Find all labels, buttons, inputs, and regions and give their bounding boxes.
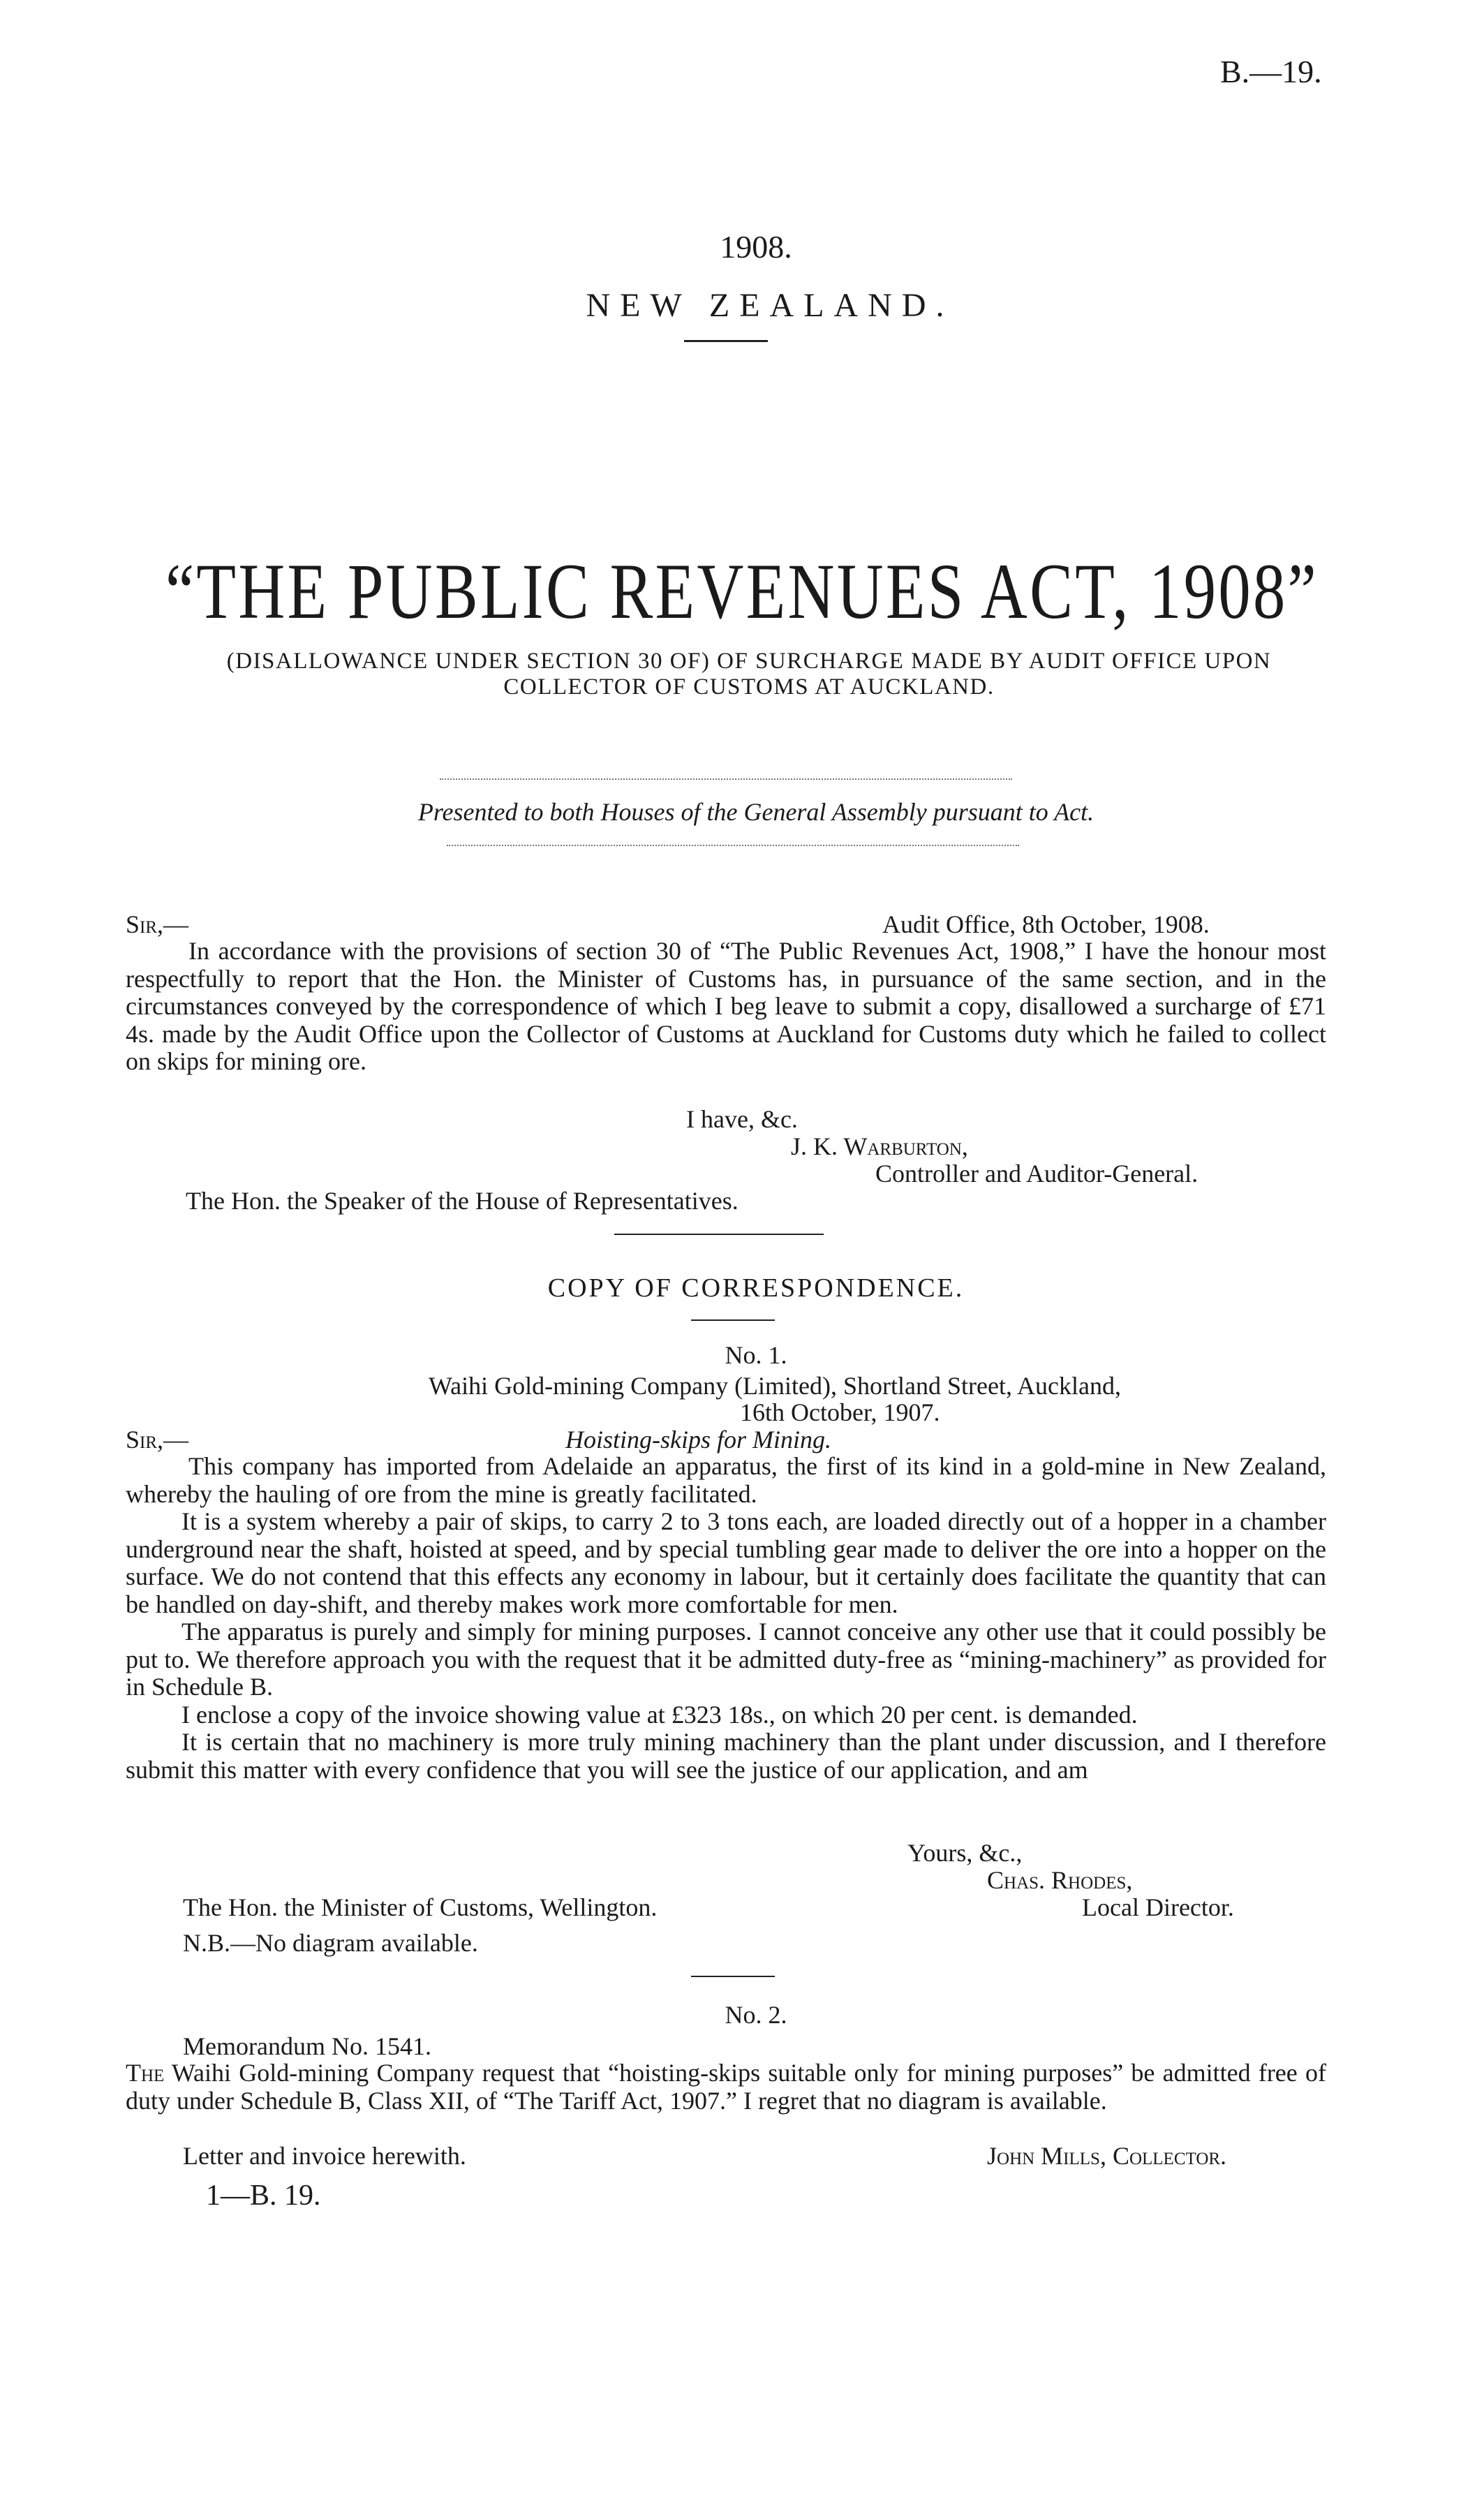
letter3-number: No. 2. [725,2001,787,2029]
subtitle-line-2: COLLECTOR OF CUSTOMS AT AUCKLAND. [503,674,995,700]
letter3-body [126,2059,1326,2115]
title-divider [684,340,768,342]
year: 1908. [720,229,792,265]
letter2-addressee: The Hon. the Minister of Customs, Wellington. [183,1893,658,1921]
letter2-subject: Hoisting-skips for Mining. [565,1426,832,1454]
letter2-closing: Yours, &c., [907,1839,1023,1867]
act-title: “THE PUBLIC REVENUES ACT, 1908” [165,548,1319,635]
letter1-body-text: In accordance with the provisions of section 30 of “The Public Revenues Act, 1908,” I have the honour most respectfully to report that the Hon. the Minister of Customs has, in pursuance of the same section, and in the circumstances conveyed by the correspondence of which I beg leave to submit a copy, disallowed a surcharge of £71 4s. made by the Audit Office upon the Collector of Customs at Auckland for Customs duty which he failed to collect on skips for mining ore. [126,937,1326,1075]
letter2-paragraph [126,1701,1326,1729]
letter1-addressee: The Hon. the Speaker of the House of Representatives. [186,1187,739,1215]
presented-bottom-dots [447,845,1019,846]
section-divider [614,1234,824,1235]
letter2-paragraph [126,1453,1326,1508]
letter3-memo: Memorandum No. 1541. [183,2032,431,2060]
letter2-signature: Chas. Rhodes, [987,1866,1133,1894]
presented-top-dots [440,778,1012,780]
letter2-address: Waihi Gold-mining Company (Limited), Shortland Street, Auckland, [429,1372,1121,1400]
letter1-closing: I have, &c. [686,1105,798,1133]
letter3-body-lead: The [126,2059,165,2087]
letter2-paragraph [126,1618,1326,1701]
page-reference: B.—19. [1220,54,1322,89]
letter3-signature: John Mills, Collector. [987,2142,1227,2170]
letter3-body-text: Waihi Gold-mining Company request that “hoisting-skips suitable only for mining purposes” be admitted free of duty under Schedule B, Class XII, of “The Tariff Act, 1907.” I regret that no diagram is available. [126,2059,1326,2115]
letter2-paragraph-text: It is a system whereby a pair of skips, to carry 2 to 3 tons each, are loaded directly out of a hopper in a chamber underground near the shaft, hoisted at speed, and by special tumbling gear made to deliver the ore into a hopper on the surface. We do not contend that this effects any economy in labour, but it certainly does facilitate the quantity that can be handled on day-shift, and thereby makes work more comfortable for men. [126,1507,1326,1618]
footer-signature-mark: 1—B. 19. [206,2180,321,2212]
letter1-date: Audit Office, 8th October, 1908. [882,910,1210,938]
letter2-paragraph-text: I enclose a copy of the invoice showing value at £323 18s., on which 20 per cent. is demanded. [181,1700,1138,1729]
letter1-body [126,938,1326,1076]
letter1-signature-title: Controller and Auditor-General. [875,1160,1199,1188]
letter2-paragraph [126,1729,1326,1784]
letter2-paragraph [126,1508,1326,1618]
subtitle-line-1: (DISALLOWANCE UNDER SECTION 30 OF) OF SURCHARGE MADE BY AUDIT OFFICE UPON [226,649,1272,674]
letter2-paragraph-text: The apparatus is purely and simply for mining purposes. I cannot conceive any other use that it could possibly be put to. We therefore approach you with the request that it be admitted duty-free as “mining-machinery” as provided for in Schedule B. [126,1618,1326,1701]
letter1-salutation: Sir,— [126,910,189,938]
letter2-salutation: Sir,— [126,1426,189,1454]
letter3-divider [691,1976,775,1977]
letter2-date: 16th October, 1907. [740,1398,940,1426]
correspondence-heading: COPY OF CORRESPONDENCE. [547,1273,965,1303]
letter2-paragraph-text: This company has imported from Adelaide an apparatus, the first of its kind in a gold-mine in New Zealand, whereby the hauling of ore from the mine is greatly facilitated. [126,1452,1326,1508]
letter1-signature: J. K. Warburton, [791,1132,968,1160]
letter2-signature-title: Local Director. [1082,1893,1234,1921]
letter2-note: N.B.—No diagram available. [183,1929,478,1957]
country-heading: NEW ZEALAND. [586,287,954,324]
letter2-paragraph-text: It is certain that no machinery is more truly mining machinery than the plant under discussion, and I therefore submit this matter with every confidence that you will see the justice of our application, and am [126,1728,1326,1784]
correspondence-divider [691,1319,775,1321]
presented-line: Presented to both Houses of the General Assembly pursuant to Act. [417,798,1095,826]
letter3-enclosure: Letter and invoice herewith. [183,2142,466,2170]
letter2-paragraphs [126,1453,1326,1784]
letter2-number: No. 1. [725,1341,787,1369]
